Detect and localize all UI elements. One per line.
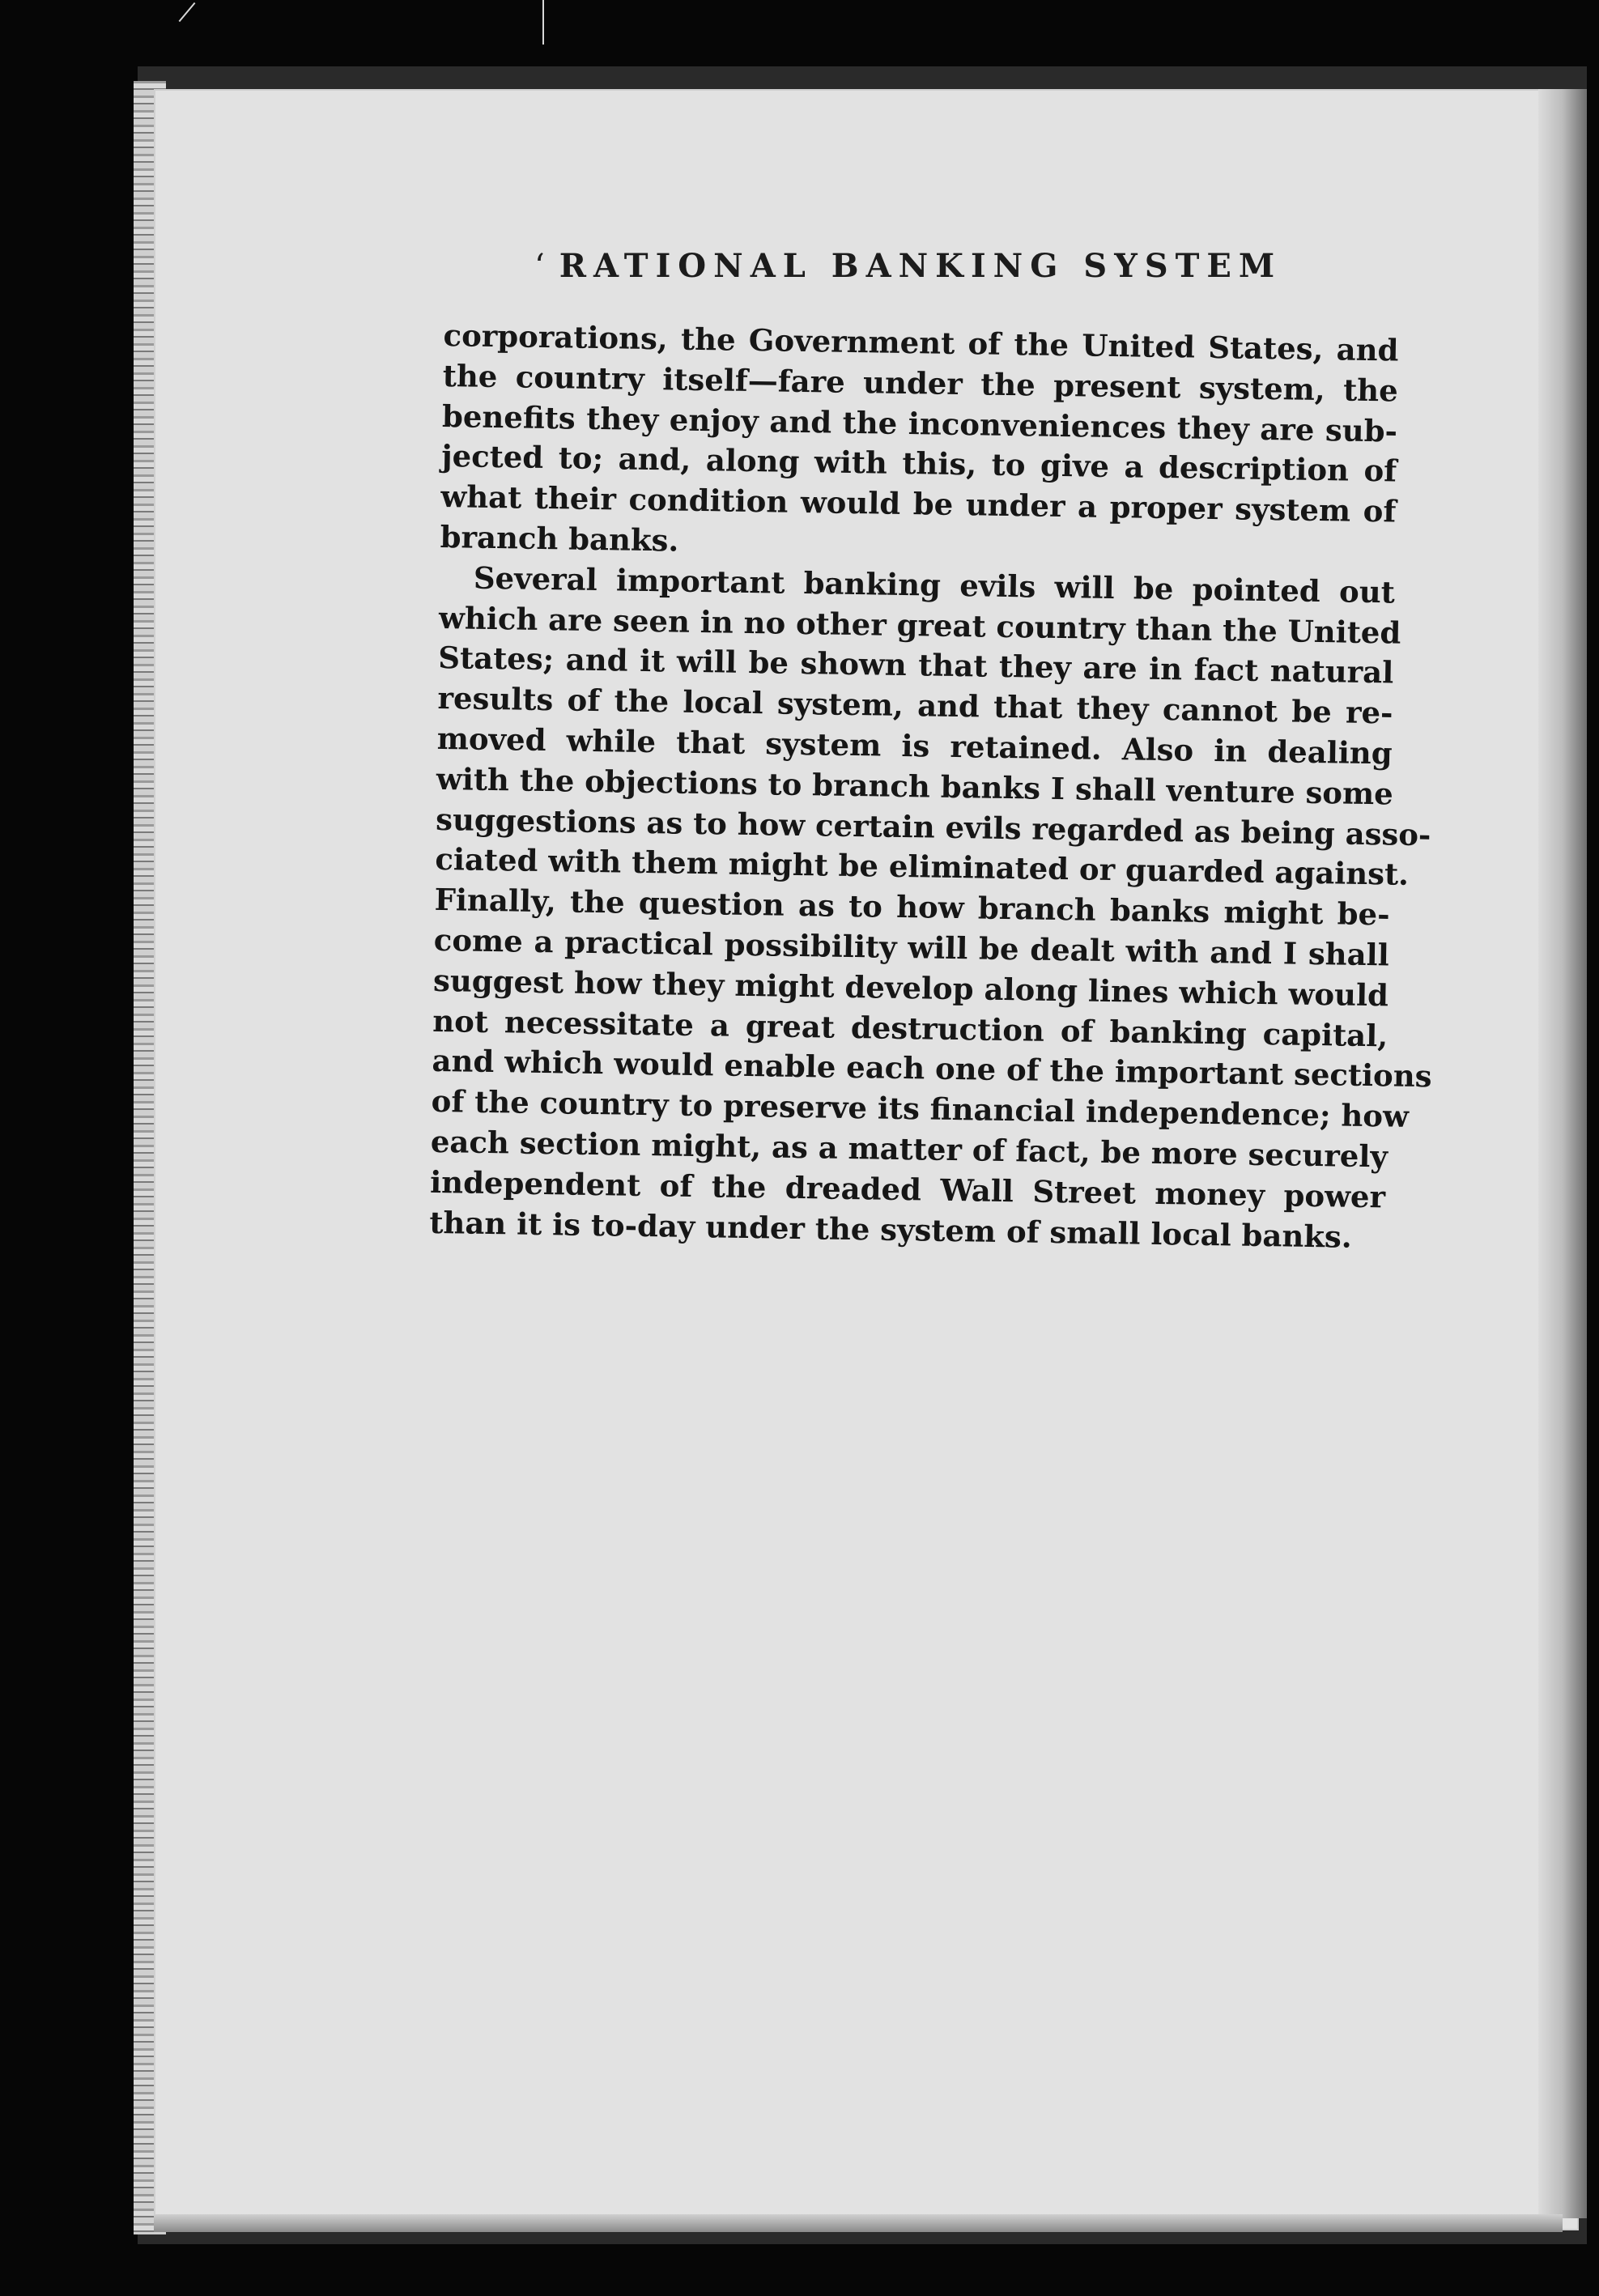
body-text bbox=[429, 316, 1432, 1258]
text-line: suggestions as to how certain evils regarded as being asso- bbox=[435, 801, 1431, 852]
page-right-edge bbox=[1538, 89, 1587, 2218]
text-line: what their condition would be under a proper system of bbox=[440, 478, 1397, 529]
text-line: Several important banking evils will be pointed out bbox=[473, 559, 1396, 610]
running-head-mark: ʻ bbox=[534, 248, 545, 285]
text-line: moved while that system is retained. Also in dealing bbox=[436, 720, 1393, 772]
text-line: with the objections to branch banks I shall venture some bbox=[436, 760, 1394, 812]
text-line: and which would enable each one of the important sections bbox=[432, 1043, 1432, 1095]
text-line: of the country to preserve its financial independence; how bbox=[431, 1083, 1410, 1134]
page-bottom-edge bbox=[154, 2214, 1563, 2232]
text-line: results of the local system, and that they cannot be re- bbox=[437, 680, 1393, 731]
text-line: the country itself—fare under the present system, the bbox=[442, 357, 1399, 409]
paragraph bbox=[440, 316, 1399, 572]
text-line: branch banks. bbox=[440, 518, 679, 559]
paragraph bbox=[429, 558, 1432, 1258]
scan-artifact bbox=[542, 0, 544, 45]
text-line: which are seen in no other great country than the United bbox=[438, 599, 1401, 651]
text-line: independent of the dreaded Wall Street money power bbox=[429, 1163, 1386, 1215]
text-line: come a practical possibility will be dealt with and I shall bbox=[433, 921, 1390, 973]
text-line: corporations, the Government of the United States, and bbox=[443, 317, 1399, 368]
text-line: suggest how they might develop along lines which would bbox=[432, 962, 1389, 1014]
text-line: jected to; and, along with this, to give a description of bbox=[440, 438, 1397, 489]
text-line: States; and it will be shown that they are in fact natural bbox=[438, 640, 1394, 691]
running-head-title: RATIONAL BANKING SYSTEM bbox=[559, 247, 1282, 285]
text-line: each section might, as a matter of fact, be more securely bbox=[430, 1123, 1388, 1175]
text-line: Finally, the question as to how branch banks might be- bbox=[434, 882, 1390, 933]
text-line: ciated with them might be eliminated or guarded against. bbox=[435, 841, 1410, 893]
text-line: benefits they enjoy and the inconveniences they are sub- bbox=[441, 398, 1398, 449]
text-line: not necessitate a great destruction of banking capital, bbox=[432, 1002, 1388, 1053]
running-head bbox=[534, 247, 1344, 285]
text-line: than it is to-day under the system of small local banks. bbox=[429, 1204, 1353, 1255]
